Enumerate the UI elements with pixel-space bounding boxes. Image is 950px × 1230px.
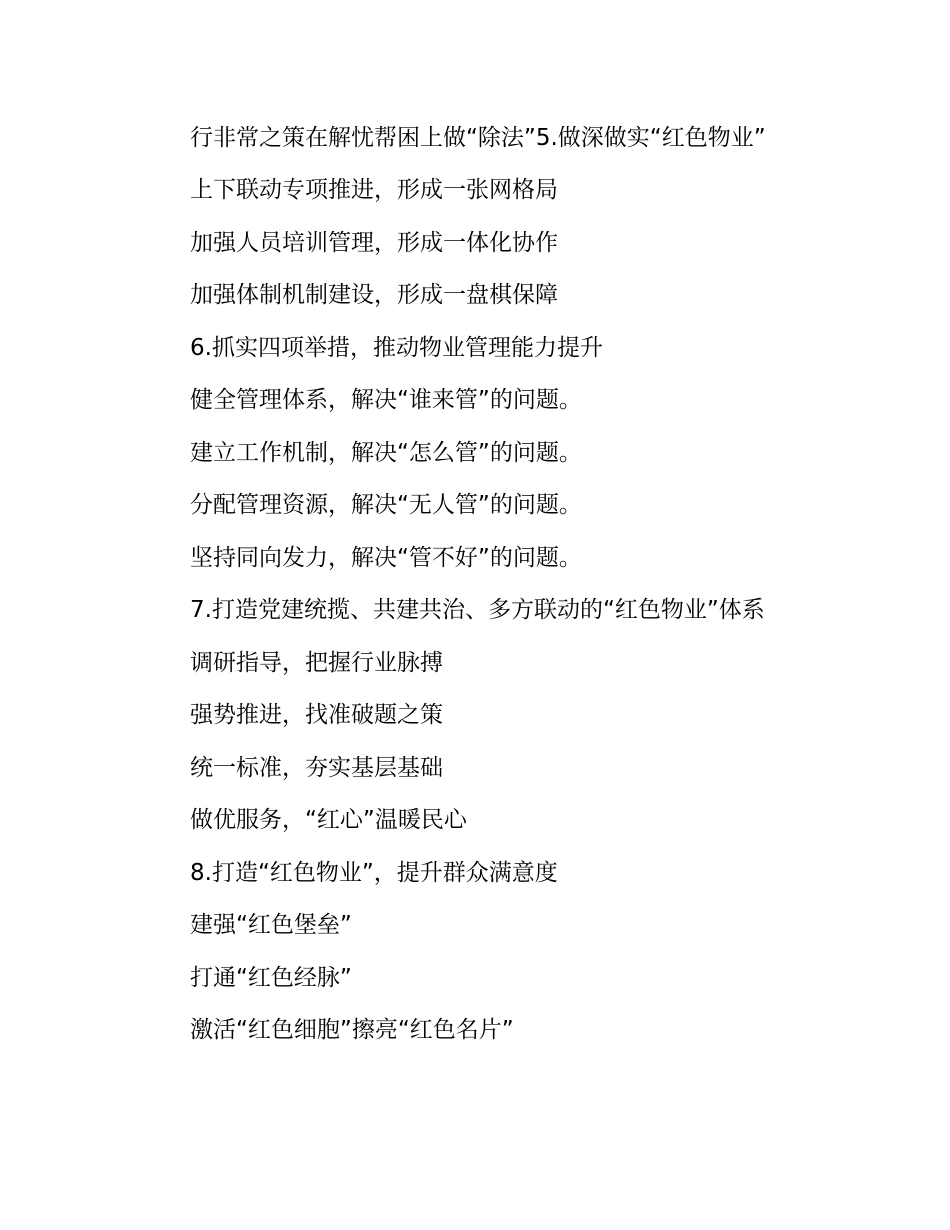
paragraph: 强势推进，找准破题之策	[190, 702, 443, 728]
paragraph: 激活“红色细胞”擦亮“红色名片”	[190, 1017, 514, 1043]
paragraph: 坚持同向发力，解决“管不好”的问题。	[190, 544, 582, 571]
paragraph: 健全管理体系，解决“谁来管”的问题。	[190, 387, 582, 413]
section-heading: 6.抓实四项举措，推动物业管理能力提升	[190, 334, 603, 361]
paragraph: 建强“红色堡垒”	[190, 912, 352, 938]
paragraph: 上下联动专项推进，形成一张网格局	[190, 177, 558, 203]
paragraph: 加强人员培训管理，形成一体化协作	[190, 229, 558, 256]
document-body	[142, 112, 822, 1057]
paragraph: 调研指导，把握行业脉搏	[190, 649, 443, 676]
paragraph: 做优服务，“红心”温暖民心	[190, 807, 467, 833]
paragraph: 统一标准，夯实基层基础	[190, 754, 443, 781]
paragraph: 分配管理资源，解决“无人管”的问题。	[190, 492, 582, 518]
paragraph: 加强体制机制建设，形成一盘棋保障	[190, 282, 558, 308]
paragraph: 建立工作机制，解决“怎么管”的问题。	[190, 439, 582, 466]
section-heading: 8.打造“红色物业”，提升群众满意度	[190, 859, 558, 886]
paragraph: 行非常之策在解忧帮困上做“除法”5.做深做实“红色物业”	[190, 125, 766, 151]
paragraph: 打通“红色经脉”	[190, 964, 352, 991]
section-heading: 7.打造党建统揽、共建共治、多方联动的“红色物业”体系	[190, 597, 765, 623]
